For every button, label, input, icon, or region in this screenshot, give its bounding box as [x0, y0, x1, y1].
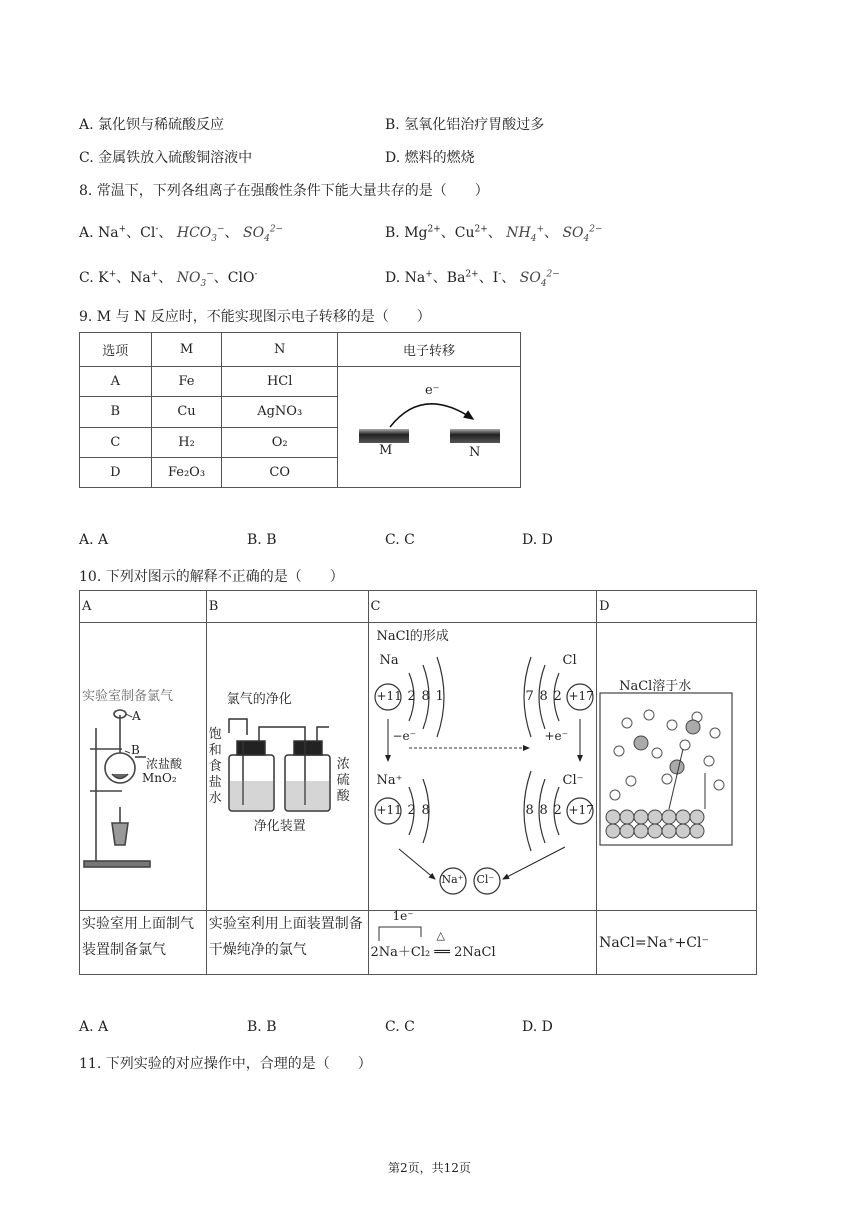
figure-a-title: 实验室制备氯气 — [82, 689, 174, 704]
n-label: N — [468, 445, 481, 460]
formula-text: SO — [519, 270, 541, 286]
char: 和 — [208, 743, 222, 758]
formula-text: SO — [562, 225, 584, 241]
electron-label: e⁻ — [424, 383, 440, 398]
caption-c — [368, 911, 597, 975]
q10-option-b: B. B — [247, 1019, 277, 1035]
nacl-dissolving-figure — [597, 623, 757, 911]
q9-option-c: C. C — [385, 532, 415, 548]
q9-table — [79, 332, 521, 488]
q8-option-c: C. K+、Na+、 $NO_3^-$、ClO- — [79, 269, 258, 289]
table-cell: AgNO₃ — [222, 397, 338, 427]
table-cell: Cu — [151, 397, 222, 427]
cl-ion-shell-2: 8 — [539, 803, 548, 818]
cl-ion-shell-3: 2 — [553, 803, 562, 818]
m-label: M — [378, 443, 393, 458]
q7-option-d: D. 燃料的燃烧 — [385, 150, 475, 166]
formula-so4: $SO_4^{2-}$ — [243, 224, 284, 244]
char: 硫 — [336, 773, 350, 788]
ion-text: 、Na — [116, 270, 151, 286]
product-na-ion: Na⁺ — [441, 873, 464, 886]
char: 水 — [208, 791, 222, 806]
ion-text: C. K — [79, 270, 109, 286]
char: 饱 — [208, 727, 222, 742]
formula-text: NO — [176, 270, 201, 286]
formula-text: SO — [243, 225, 265, 241]
na-label: Na — [379, 653, 399, 668]
product-cl-ion: Cl⁻ — [476, 873, 495, 886]
formula-no3: $NO_3^-$ — [176, 269, 214, 289]
cl-ion-label: Cl⁻ — [562, 773, 584, 788]
formula-text: NH — [506, 225, 531, 241]
q8-option-b: B. $Mg^{2+}$、$Cu^{2+}$、 $NH_4^+$、 $SO_4^{2-}$ — [385, 224, 603, 244]
figure-b-title: 氯气的净化 — [226, 692, 292, 707]
table-header: N — [222, 333, 338, 367]
table-cell: HCl — [222, 367, 338, 397]
caption-b: 实验室利用上面装置制备干燥纯净的氯气 — [206, 911, 368, 975]
page-footer: 第2页，共12页 — [388, 1161, 471, 1175]
table-cell: H₂ — [151, 427, 222, 457]
table-header: C — [368, 591, 597, 623]
label-acid: 浓盐酸 — [146, 757, 183, 771]
table-header: B — [206, 591, 368, 623]
na-shell-1: 2 — [407, 689, 416, 704]
label-a: A — [132, 709, 141, 723]
char: 食 — [208, 759, 222, 774]
ion-text: 、I — [478, 270, 499, 286]
cl-nucleus: +17 — [568, 689, 594, 703]
q9-option-b: B. B — [247, 532, 277, 548]
table-header: 选项 — [80, 333, 152, 367]
electron-count: 1e⁻ — [392, 909, 414, 923]
chlorine-apparatus-figure — [80, 623, 207, 911]
ion-text: 、Ba — [432, 270, 466, 286]
ion-text: 、ClO — [213, 270, 255, 286]
table-header: M — [151, 333, 222, 367]
table-cell: Fe₂O₃ — [151, 457, 222, 487]
cl-shell-1: 7 — [525, 689, 534, 704]
q10-option-d: D. D — [522, 1019, 553, 1035]
q9-option-a: A. A — [79, 532, 109, 548]
ion-text: B. Mg — [385, 225, 428, 241]
table-cell: D — [80, 457, 152, 487]
cl-shell-3: 2 — [553, 689, 562, 704]
cl-shell-2: 8 — [539, 689, 548, 704]
table-header: A — [80, 591, 207, 623]
q8-option-d: D. Na+、$Ba^{2+}$、I-、 $SO_4^{2-}$ — [385, 269, 560, 289]
ion-text: A. Na — [79, 225, 119, 241]
electron-gain: +e⁻ — [544, 729, 568, 743]
label-mno2: MnO₂ — [142, 771, 177, 785]
na-shell-3: 1 — [435, 689, 444, 704]
figure-a-cell — [80, 623, 207, 911]
na-ion-shell-2: 8 — [421, 803, 430, 818]
table-cell: A — [80, 367, 152, 397]
figure-b-caption: 净化装置 — [253, 819, 306, 834]
left-liquid-label — [209, 727, 223, 807]
formula-so4: $SO_4^{2-}$ — [562, 224, 603, 244]
q11-stem: 11. 下列实验的对应操作中，合理的是（ ） — [79, 1056, 372, 1072]
q7-option-b: B. 氢氧化铝治疗胃酸过多 — [385, 117, 545, 133]
q10-stem: 10. 下列对图示的解释不正确的是（ ） — [79, 569, 344, 585]
caption-a: 实验室用上面制气装置制备氯气 — [80, 911, 207, 975]
figure-d-title: NaCl溶于水 — [619, 679, 692, 694]
figure-c-title: NaCl的形成 — [376, 629, 449, 644]
char: 盐 — [208, 775, 222, 790]
q10-option-a: A. A — [79, 1019, 109, 1035]
figure-d-cell — [597, 623, 757, 911]
q7-option-a: A. 氯化钡与稀硫酸反应 — [79, 117, 225, 133]
table-header: 电子转移 — [337, 333, 520, 367]
q9-option-d: D. D — [522, 532, 553, 548]
cl-ion-nucleus: +17 — [568, 803, 594, 817]
table-cell: Fe — [151, 367, 222, 397]
cl-label: Cl — [562, 653, 577, 668]
formula-nh4: $NH_4^+$ — [506, 224, 544, 244]
char: 浓 — [336, 757, 350, 772]
label-b: B — [131, 743, 140, 757]
q10-option-c: C. C — [385, 1019, 415, 1035]
cl-ion-shell-1: 8 — [525, 803, 534, 818]
table-cell: B — [80, 397, 152, 427]
char: 酸 — [336, 789, 350, 804]
na-ion-nucleus: +11 — [376, 803, 402, 817]
electron-transfer-diagram — [337, 367, 520, 488]
delta-symbol: △ — [436, 929, 445, 942]
na-shell-2: 8 — [421, 689, 430, 704]
q8-stem: 8. 常温下，下列各组离子在强酸性条件下能大量共存的是（ ） — [79, 183, 489, 199]
formula-so4: $SO_4^{2-}$ — [519, 269, 560, 289]
figure-b-cell — [206, 623, 368, 911]
table-header: D — [597, 591, 757, 623]
q8-option-a: A. Na+、Cl-、 $HCO_3^-$、 $SO_4^{2-}$ — [79, 224, 284, 244]
table-cell: C — [80, 427, 152, 457]
electron-loss: −e⁻ — [392, 729, 416, 743]
ion-text: D. Na — [385, 270, 426, 286]
na-nucleus: +11 — [376, 689, 402, 703]
formula-text: HCO — [176, 225, 212, 241]
formula-hco3: $HCO_3^-$ — [176, 224, 225, 244]
q9-stem: 9. M 与 N 反应时，不能实现图示电子转移的是（ ） — [79, 309, 431, 325]
na-ion-label: Na⁺ — [376, 773, 403, 788]
ion-text: 、Cu — [440, 225, 475, 241]
q10-table — [79, 590, 757, 975]
table-cell: CO — [222, 457, 338, 487]
reaction-equation: 2Na＋Cl₂ ══ 2NaCl — [370, 945, 496, 960]
right-liquid-label — [337, 757, 351, 805]
table-cell: O₂ — [222, 427, 338, 457]
caption-d: NaCl=Na⁺+Cl⁻ — [597, 911, 757, 975]
ion-text: 、Cl — [126, 225, 156, 241]
q7-option-c: C. 金属铁放入硫酸铜溶液中 — [79, 150, 253, 166]
figure-c-cell — [368, 623, 597, 911]
na-ion-shell-1: 2 — [407, 803, 416, 818]
